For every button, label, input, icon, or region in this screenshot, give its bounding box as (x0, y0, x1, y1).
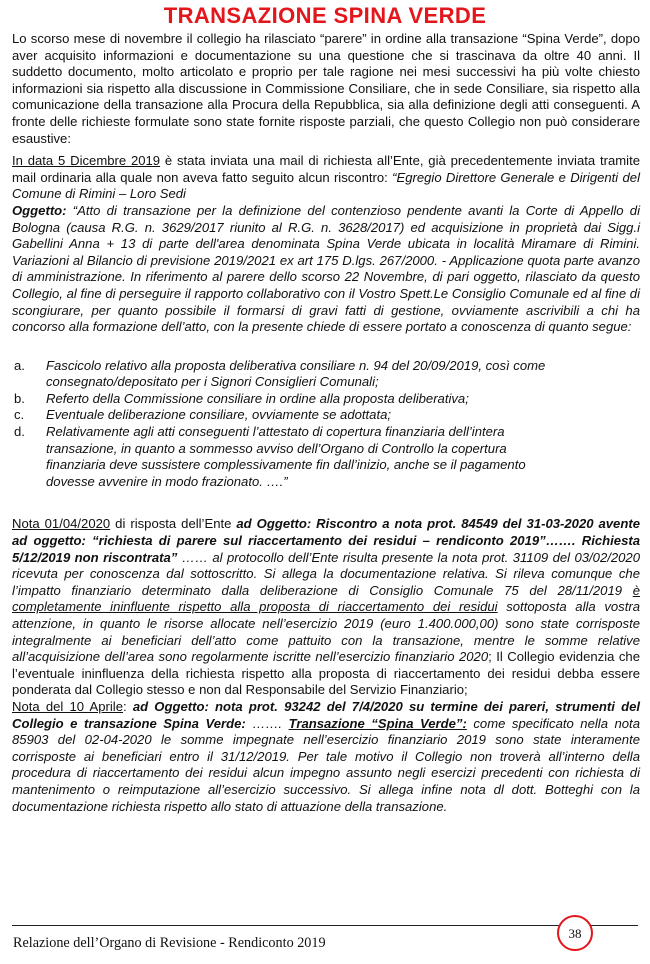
page-number: 38 (568, 926, 582, 941)
request-list (12, 358, 640, 491)
list-item (12, 407, 640, 424)
mail-addressee: “Egregio Direttore Generale e Dirigenti del Comune di Rimini – Loro Sedi (12, 169, 640, 202)
list-letter: d. (14, 424, 25, 440)
nota1-body-2: sottoposta alla vostra attenzione, in quanto le risorse allocate nell’esercizio 2019 (euro 1.400.000,00) sono state corrisposte integralmente ai beneficiari dell’atto come pattuito con la transazione, mentre le somme relative all’acquisizione dell’area sono regolarmente iscritte nell’esercizio finanziario 2020 (12, 599, 640, 665)
footer-title: Relazione dell’Organo di Revisione - Rendiconto 2019 (13, 935, 326, 951)
page-number-badge (557, 915, 593, 951)
mail-text: è stata inviata una mail di richiesta all’Ente, già precedentemente inviata tramite mail ordinaria alla quale non aveva fatto seguito alcun riscontro: (12, 153, 640, 185)
nota2-body: come specificato nella nota 85903 del 02-04-2020 le somme impegnate nell’esercizio finanziario 2019 sono state interamente corrisposte ai beneficiari entro il 31/12/2019. Per tale motivo il Collegio non troverà all’interno della procedura di riaccertamento dei residui alcun impegno assunto negli esercizi precedenti con richiesta di mantenimento o reimputazione all’esercizio successivo. Si allega infine nota dl dott. Botteghi con la documentazione richiesta rispetto allo stato di attuazione della transazione. (12, 715, 640, 814)
list-text: Fascicolo relativo alla proposta deliberativa consiliare n. 94 del 20/09/2019, così come consegnato/depositato per i Signori Consiglieri Comunali; (46, 357, 546, 390)
nota1-lead: Nota 01/04/2020 (12, 516, 111, 532)
list-letter: a. (14, 357, 25, 373)
nota2-subject: ad Oggetto: nota prot. 93242 del 7/4/2020 su termine dei pareri, strumenti del Collegio e transazione Spina Verde: (12, 698, 640, 731)
mail-paragraph (12, 153, 640, 336)
list-item (12, 358, 640, 391)
list-letter: c. (14, 407, 25, 423)
footer-divider (12, 925, 638, 926)
list-text: Relativamente agli atti conseguenti l’attestato di copertura finanziaria dell’intera transazione, in quanto a sommesso avviso dell’Organo di Controllo la copertura finanziaria deve sussistere complessivamente fin dall’inizio, anche se il pagamento dovesse avvenire in modo frazionato. ….” (46, 424, 526, 489)
nota2-colon: : (123, 698, 133, 714)
list-item (12, 391, 640, 408)
nota1-paragraph (12, 516, 640, 699)
nota1-underlined: è completamente ininfluente rispetto alla proposta di riaccertamento dei residui (12, 582, 640, 615)
oggetto-text: “Atto di transazione per la definizione del contenzioso pendente avanti la Corte di Appello di Bologna (causa R.G. n. 3629/2017 riunito al R.G. n. 3628/2017) ed acquisizione in proprietà dai Sigg.i Gabellini Anna + 13 di parte dell'area denominata Spina Verde ubicata in località Miramare di Rimini. Variazioni al Bilancio di previsione 2019/2021 ex art 175 D.lgs. 267/2000. - Applicazione quota parte avanzo di amministrazione. In riferimento al parere dello scorso 22 Novembre, di pari oggetto, rilasciato da questo Collegio, al fine di perseguire il rapporto collaborativo con il Vostro Spett.Le Consiglio Comunale ed al fine di scongiurare, per quanto possibile il formarsi di gravi fatti di gestione, ovviamente ascrivibili a chi ha concorso alla formazione dell’atto, con la presente chiede di essere portato a conoscenza di quanto segue: (12, 202, 640, 335)
list-item (12, 424, 640, 490)
document-body (12, 31, 640, 815)
intro-paragraph: Lo scorso mese di novembre il collegio ha rilasciato “parere” in ordine alla transazione “Spina Verde”, dopo aver acquisito informazioni e documentazione su una questione che si trascinava da oltre 40 anni. Il suddetto documento, molto articolato e proprio per tale ragione nei mesi successivi ha più volte chiesto informazioni sia rispetto alla discussione in Commissione Consiliare, che in sede Consiliare, sia rispetto alla comunicazione della transazione alla Procura della Repubblica, sia alla definizione degli atti conseguenti. A fronte delle richieste formulate sono state fornite risposte parziali, che questo Collegio non può considerare esaustive: (12, 31, 640, 146)
list-letter: b. (14, 390, 25, 406)
nota2-transazione: Transazione “Spina Verde”: (288, 715, 467, 731)
nota1-body: …… al protocollo dell’Ente risulta presente la nota prot. 31109 del 03/02/2020 ricevuta per conoscenza dal sottoscritto. Si allega la documentazione relativa. Si rileva comunque che l’impatto finanziario determinato dalla deliberazione di Consiglio Comunale 75 del 28/11/2019 (12, 549, 640, 598)
list-text: Eventuale deliberazione consiliare, ovviamente se adottata; (46, 407, 392, 423)
list-text: Referto della Commissione consiliare in ordine alla proposta deliberativa; (46, 390, 469, 406)
nota2-dots: ……. (245, 715, 289, 731)
page-title: TRANSAZIONE SPINA VERDE (163, 3, 487, 28)
oggetto-label: Oggetto: (12, 202, 67, 218)
nota1-text: di risposta dell’Ente (110, 516, 237, 532)
nota2-paragraph (12, 699, 640, 815)
nota1-subject: ad Oggetto: Riscontro a nota prot. 84549 del 31-03-2020 avente ad oggetto: “richiesta di parere sul riaccertamento dei residui – rendiconto 2019”……. Richiesta 5/12/2019 non riscontrata” (12, 516, 640, 565)
nota1-collegio: ; Il Collegio evidenzia che l’eventuale ininfluenza della richiesta rispetto alla proposta di riaccertamento dei residui debba essere ponderata dal Collegio stesso e non dal Responsabile del Servizio Finanziario; (12, 649, 640, 698)
nota2-lead: Nota del 10 Aprile (12, 698, 123, 714)
mail-date: In data 5 Dicembre 2019 (12, 153, 161, 169)
